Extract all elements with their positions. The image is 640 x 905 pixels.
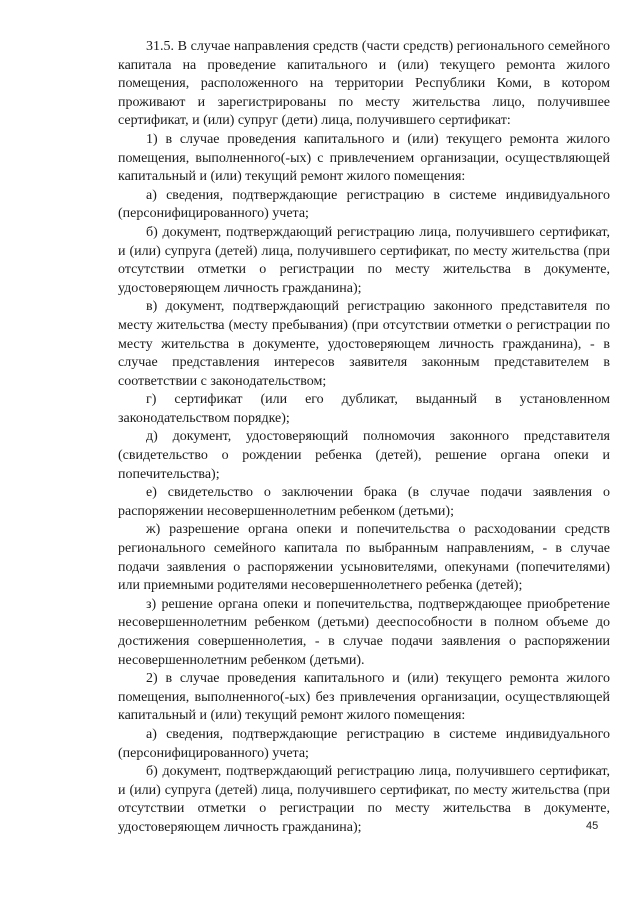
page-number: 45 (586, 820, 599, 832)
paragraph-item-1: 1) в случае проведения капитального и (или) текущего ремонта жилого помещения, выполненного(-ых) с привлечением организации, осуществляющей капитальный и (или) текущий ремонт жилого помещения: (118, 131, 610, 185)
paragraph-1-v: в) документ, подтверждающий регистрацию законного представителя по месту жительства (месту пребывания) (при отсутствии отметки о регистрации по месту жительства в документе, удостоверяющем личность гражданина), - в случае представления интересов заявителя законным представителем в соответствии с законодательством; (118, 299, 610, 389)
paragraph-1-g: г) сертификат (или его дубликат, выданный в установленном законодательством порядке); (118, 392, 610, 426)
document-body (118, 38, 610, 838)
paragraph-1-e: е) свидетельство о заключении брака (в случае подачи заявления о распоряжении несовершеннолетним ребенком (детьми); (118, 485, 610, 519)
paragraph-1-z: з) решение органа опеки и попечительства, подтверждающее приобретение несовершеннолетним ребенком (детьми) дееспособности в полном объеме до достижения совершеннолетия, - в случае подачи заявления о распоряжении несовершеннолетним ребенком (детьми). (118, 596, 610, 668)
paragraph-2-a: а) сведения, подтверждающие регистрацию в системе индивидуального (персонифицированного) учета; (118, 726, 610, 761)
paragraph-1-a: а) сведения, подтверждающие регистрацию в системе индивидуального (персонифицированного) учета; (118, 187, 610, 222)
paragraph-1-d: д) документ, удостоверяющий полномочия законного представителя (свидетельство о рождении ребенка (детей), решение органа опеки и попечительства); (118, 429, 610, 482)
paragraph-1-zh: ж) разрешение органа опеки и попечительства о расходовании средств регионального семейного капитала по выбранным направлениям, - в случае подачи заявления о распоряжении усыновителями, опекунами (попечителями) или приемными родителями несовершеннолетнего ребенка (детей); (118, 522, 610, 594)
paragraph-31-5: 31.5. В случае направления средств (части средств) регионального семейного капитала на проведение капитального и (или) текущего ремонта жилого помещения, расположенного на территории Республики Коми, в котором проживают и зарегистрированы по месту жительства лицо, получившее сертификат, и (или) супруг (дети) лица, получившего сертификат: (118, 39, 610, 129)
paragraph-2-b: б) документ, подтверждающий регистрацию лица, получившего сертификат, и (или) супруга (детей) лица, получившего сертификат, по месту жительства (при отсутствии отметки о регистрации по месту жительства в документе, удостоверяющем личность гражданина); (118, 764, 610, 835)
paragraph-item-2: 2) в случае проведения капитального и (или) текущего ремонта жилого помещения, выполненного(-ых) без привлечения организации, осуществляющей капитальный и (или) текущий ремонт жилого помещения: (118, 671, 610, 724)
paragraph-1-b: б) документ, подтверждающий регистрацию лица, получившего сертификат, и (или) супруга (детей) лица, получившего сертификат, по месту жительства (при отсутствии отметки о регистрации по месту жительства в документе, удостоверяющем личность гражданина); (118, 224, 610, 296)
